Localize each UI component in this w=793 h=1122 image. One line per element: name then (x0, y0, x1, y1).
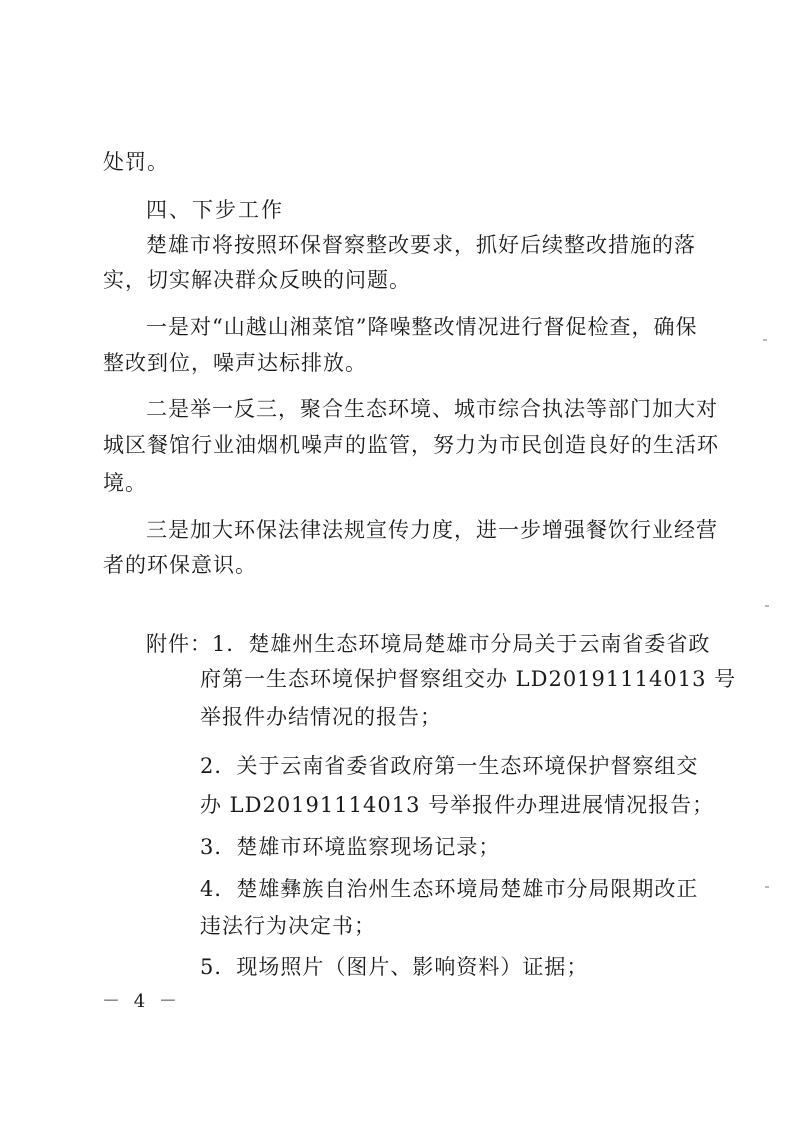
attachment-line: 违法行为决定书； (200, 914, 376, 938)
scan-speck (763, 339, 767, 341)
body-line: 一是对“山越山湘菜馆”降噪整改情况进行督促检查，确保 (146, 315, 698, 339)
body-line: 三是加大环保法律法规宣传力度，进一步增强餐饮行业经营 (146, 518, 718, 542)
attachment-line: 5．现场照片（图片、影响资料）证据； (200, 955, 589, 979)
body-line: 二是举一反三，聚合生态环境、城市综合执法等部门加大对 (146, 397, 718, 421)
attachment-line: 附件：1．楚雄州生态环境局楚雄市分局关于云南省委省政 (146, 632, 711, 656)
attachment-line: 办 LD20191114013 号举报件办理进展情况报告； (200, 793, 715, 817)
scan-speck (765, 605, 769, 607)
body-line: 楚雄市将按照环保督察整改要求，抓好后续整改措施的落 (146, 233, 696, 257)
body-line: 者的环保意识。 (103, 553, 257, 577)
section-heading: 四、下步工作 (146, 198, 284, 222)
page-number: － 4 － (102, 991, 181, 1012)
attachment-line: 府第一生态环境保护督察组交办 LD20191114013 号 (200, 667, 737, 691)
attachment-line: 4．楚雄彝族自治州生态环境局楚雄市分局限期改正 (200, 877, 699, 901)
body-line: 实，切实解决群众反映的问题。 (103, 268, 411, 292)
attachment-line: 2．关于云南省委省政府第一生态环境保护督察组交 (200, 754, 699, 778)
body-line: 境。 (103, 471, 147, 495)
scan-speck (765, 886, 769, 888)
body-line: 处罚。 (103, 150, 169, 174)
body-line: 整改到位，噪声达标排放。 (103, 351, 367, 375)
attachment-line: 3．楚雄市环境监察现场记录； (200, 835, 501, 859)
body-line: 城区餐馆行业油烟机噪声的监管，努力为市民创造良好的生活环 (103, 433, 719, 457)
attachment-line: 举报件办结情况的报告； (200, 705, 442, 729)
